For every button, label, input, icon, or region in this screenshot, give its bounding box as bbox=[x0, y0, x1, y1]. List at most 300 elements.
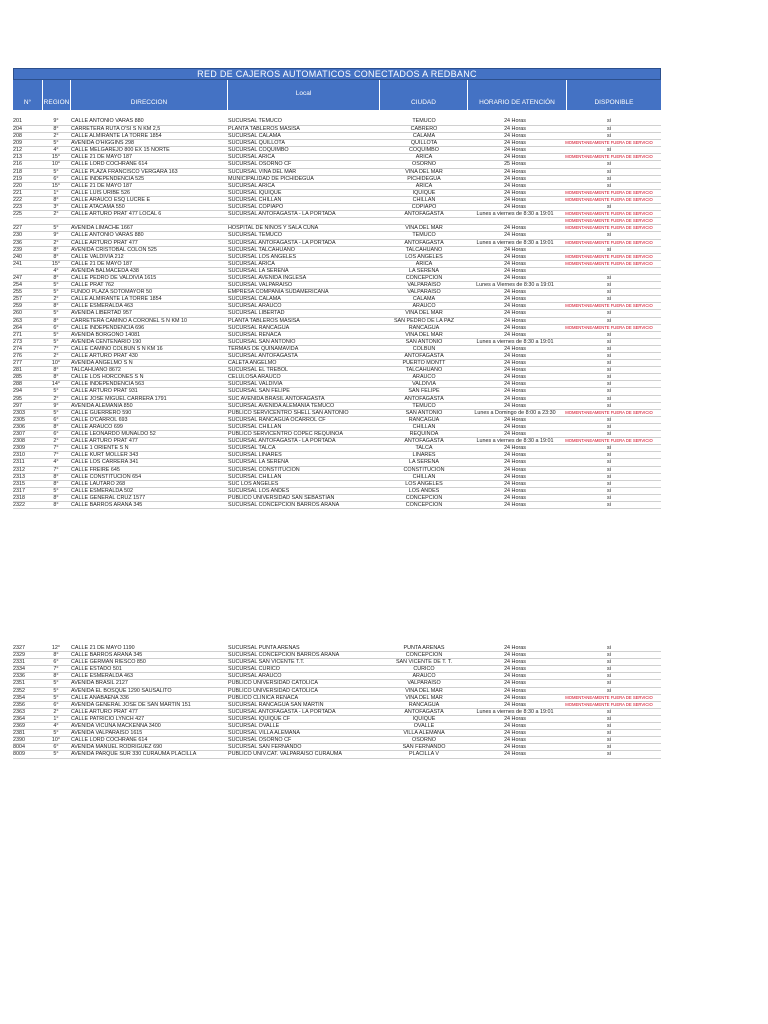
row-horario: 24 Horas bbox=[504, 723, 526, 730]
row-number: 201 bbox=[13, 118, 22, 124]
row-horario: 24 Horas bbox=[504, 487, 526, 494]
row-region: 5° bbox=[53, 409, 59, 416]
row-ciudad: OSORNO bbox=[412, 161, 436, 168]
row-region: 8° bbox=[53, 246, 59, 253]
row-number: 222 bbox=[13, 196, 22, 203]
row-number: 2329 bbox=[13, 652, 25, 659]
row-region: 6° bbox=[53, 324, 59, 331]
table-row bbox=[13, 431, 661, 438]
table-row bbox=[13, 303, 661, 310]
row-direccion: CALLE JOSE MIGUEL CARRERA 1791 bbox=[71, 395, 167, 402]
row-direccion: CALLE VALDIVIA 212 bbox=[71, 253, 124, 260]
row-local: SUCURSAL LOS ANDES bbox=[228, 487, 290, 494]
row-direccion: AVENIDA CRISTOBAL COLON 525 bbox=[71, 246, 157, 253]
row-number: 2310 bbox=[13, 452, 25, 459]
row-region: 5° bbox=[53, 487, 59, 494]
row-number: 2317 bbox=[13, 487, 25, 494]
table-row bbox=[13, 645, 661, 652]
row-local: EMPRESA COMPAÑIA SUDAMERICANA bbox=[228, 289, 329, 296]
row-disponible: si bbox=[607, 715, 611, 722]
row-local: SUCURSAL COPIAPO bbox=[228, 204, 284, 211]
row-horario: 24 Horas bbox=[504, 133, 526, 140]
row-region: 8° bbox=[53, 196, 59, 203]
row-disponible: MOMENTANEAMENTE FUERA DE SERVICIO bbox=[565, 694, 653, 700]
row-direccion: CALLE ALMIRANTE LA TORRE 1854 bbox=[71, 133, 162, 140]
row-number: 2318 bbox=[13, 494, 25, 501]
row-ciudad: LA SERENA bbox=[409, 267, 439, 274]
row-number: 297 bbox=[13, 402, 22, 409]
row-horario: 24 Horas bbox=[504, 452, 526, 459]
row-ciudad: CONCEPCION bbox=[405, 494, 443, 501]
row-number: 240 bbox=[13, 253, 22, 260]
row-number: 223 bbox=[13, 204, 22, 211]
row-horario: 24 Horas bbox=[504, 274, 526, 281]
row-horario: 24 Horas bbox=[504, 168, 526, 175]
row-disponible: si bbox=[607, 452, 611, 459]
table-row bbox=[13, 154, 661, 161]
row-direccion: AVENIDA LIMACHE 1667 bbox=[71, 225, 133, 232]
row-horario: Lunes a Viernes de 8:30 a 19:01 bbox=[476, 282, 554, 289]
row-direccion: CALLE FREIRE 645 bbox=[71, 466, 120, 473]
table-row bbox=[13, 296, 661, 303]
row-horario: Lunes a viernes de 8:30 a 19:01 bbox=[476, 239, 554, 246]
row-local: SUCURSAL AVENIDA INGLESA bbox=[228, 274, 307, 281]
row-region: 2° bbox=[53, 438, 59, 445]
row-region: 9° bbox=[53, 402, 59, 409]
row-disponible: si bbox=[607, 296, 611, 303]
row-disponible: si bbox=[607, 723, 611, 730]
row-horario: 24 Horas bbox=[504, 501, 526, 508]
row-horario: 24 Horas bbox=[504, 730, 526, 737]
row-region: 5° bbox=[53, 694, 59, 701]
row-region: 5° bbox=[53, 680, 59, 687]
table-row bbox=[13, 332, 661, 339]
table-row bbox=[13, 169, 661, 176]
row-horario: 24 Horas bbox=[504, 416, 526, 423]
row-direccion: CALLE 21 DE MAYO 187 bbox=[71, 182, 133, 189]
row-disponible: si bbox=[607, 118, 611, 124]
table-row bbox=[13, 339, 661, 346]
row-local: PUBLICO UNIVERSIDAD CATOLICA bbox=[228, 680, 318, 687]
row-horario: 24 Horas bbox=[504, 666, 526, 673]
row-horario: 24 Horas bbox=[504, 459, 526, 466]
row-disponible: si bbox=[607, 645, 611, 651]
row-horario: 24 Horas bbox=[504, 494, 526, 501]
row-horario: 24 Horas bbox=[504, 701, 526, 708]
table-row bbox=[13, 275, 661, 282]
row-horario: 25 Horas bbox=[504, 161, 526, 168]
row-horario: 24 Horas bbox=[504, 345, 526, 352]
row-horario: 24 Horas bbox=[504, 267, 526, 274]
row-horario: 24 Horas bbox=[504, 317, 526, 324]
row-horario: 24 Horas bbox=[504, 367, 526, 374]
row-number: 277 bbox=[13, 360, 22, 367]
row-region: 5° bbox=[53, 289, 59, 296]
row-ciudad: COLBUN bbox=[412, 345, 436, 352]
row-local: SUCURSAL ARICA bbox=[228, 260, 275, 267]
row-disponible: si bbox=[607, 673, 611, 680]
row-disponible: MOMENTANEAMENTE FUERA DE SERVICIO bbox=[565, 154, 653, 160]
row-horario: 24 Horas bbox=[504, 253, 526, 260]
row-local: SUCURSAL ANTOFAGASTA - LA PORTADA bbox=[228, 438, 336, 445]
row-local: PUBLICO UNIV.CAT. VALPARAISO CURAUMA bbox=[228, 751, 342, 758]
row-direccion: AVENIDA MANUEL RODRIGUEZ 690 bbox=[71, 744, 163, 751]
row-number: 204 bbox=[13, 126, 22, 132]
row-ciudad: VILLA ALEMANA bbox=[403, 730, 445, 737]
row-number: 247 bbox=[13, 274, 22, 281]
row-region: 2° bbox=[53, 353, 59, 359]
row-horario: 24 Horas bbox=[504, 423, 526, 430]
row-direccion: AVENIDA GENERAL JOSE DE SAN MARTIN 151 bbox=[71, 701, 191, 708]
row-region: 2° bbox=[53, 211, 59, 218]
table-row bbox=[13, 459, 661, 466]
row-direccion: CALLE ESTADO 501 bbox=[71, 666, 122, 673]
row-local: PUBLICO SERVICENTRO COPEC REQUINOA bbox=[228, 431, 343, 438]
row-direccion: CALLE PRAT 762 bbox=[71, 282, 114, 289]
row-ciudad: SAN ANTONIO bbox=[405, 409, 443, 416]
row-ciudad: ARAUCO bbox=[412, 374, 436, 381]
row-number: 288 bbox=[13, 381, 22, 388]
table-row bbox=[13, 232, 661, 239]
row-number: 236 bbox=[13, 239, 22, 246]
row-number: 2315 bbox=[13, 480, 25, 487]
row-local: SUCURSAL LINARES bbox=[228, 452, 282, 459]
row-direccion: CALLE CAMINO COLBUN S N KM 16 bbox=[71, 345, 163, 352]
row-region: 4° bbox=[53, 267, 59, 274]
table-row bbox=[13, 709, 661, 716]
row-direccion: CALLE MELGAREJO 800 EX 15 NORTE bbox=[71, 147, 170, 154]
row-disponible: si bbox=[607, 466, 611, 473]
row-horario: 24 Horas bbox=[504, 310, 526, 317]
row-direccion: CARRETERA CAMINO A CORONEL S N KM 10 bbox=[71, 317, 188, 324]
row-direccion: CALLE ANABAENA 336 bbox=[71, 694, 129, 701]
row-disponible: si bbox=[607, 487, 611, 494]
row-number: 276 bbox=[13, 353, 22, 359]
table-row bbox=[13, 197, 661, 204]
row-number: 241 bbox=[13, 260, 22, 267]
row-local: PUBLICO SERVICENTRO SHELL SAN ANTONIO bbox=[228, 409, 349, 416]
row-horario: 24 Horas bbox=[504, 687, 526, 694]
atm-table-bottom bbox=[13, 645, 661, 759]
row-local: CELULOSA ARAUCO bbox=[228, 374, 281, 381]
row-disponible: si bbox=[607, 388, 611, 395]
row-direccion: CALLE INDEPENDENCIA 525 bbox=[71, 175, 145, 182]
row-region: 15° bbox=[51, 154, 61, 161]
row-local: SUCURSAL VALPARAISO bbox=[228, 282, 293, 289]
row-horario: 24 Horas bbox=[504, 466, 526, 473]
row-disponible: si bbox=[607, 175, 611, 182]
row-horario: 24 Horas bbox=[504, 645, 526, 651]
row-ciudad: LA SERENA bbox=[409, 459, 439, 466]
row-region: 9° bbox=[53, 118, 59, 124]
row-horario: 24 Horas bbox=[504, 175, 526, 182]
row-local: SUCURSAL VALDIVIA bbox=[228, 381, 283, 388]
row-local: SUCURSAL PUNTA ARENAS bbox=[228, 645, 300, 651]
row-disponible: si bbox=[607, 168, 611, 175]
row-disponible: MOMENTANEAMENTE FUERA DE SERVICIO bbox=[565, 253, 653, 259]
row-number: 2312 bbox=[13, 466, 25, 473]
row-region: 5° bbox=[53, 168, 59, 175]
row-region: 4° bbox=[53, 723, 59, 730]
row-horario: 24 Horas bbox=[504, 303, 526, 310]
row-horario: 24 Horas bbox=[504, 480, 526, 487]
row-region: 4° bbox=[53, 147, 59, 154]
row-local: SUCURSAL LOS ANGELES bbox=[228, 253, 297, 260]
row-ciudad: SAN FELIPE bbox=[408, 388, 440, 395]
row-local: PUBLICO UNIVERSIDAD CATOLICA bbox=[228, 687, 318, 694]
row-direccion: CALLE ARAUCO 699 bbox=[71, 423, 123, 430]
row-region: 2° bbox=[53, 296, 59, 303]
row-region: 8° bbox=[53, 374, 59, 381]
table-row bbox=[13, 737, 661, 744]
table-row bbox=[13, 417, 661, 424]
row-ciudad: TALCAHUANO bbox=[405, 246, 443, 253]
row-disponible: si bbox=[607, 416, 611, 423]
row-local: SUCURSAL ANTOFAGASTA - LA PORTADA bbox=[228, 239, 336, 246]
table-row bbox=[13, 282, 661, 289]
row-ciudad: ARAUCO bbox=[412, 303, 436, 310]
row-region: 6° bbox=[53, 416, 59, 423]
row-horario: 24 Horas bbox=[504, 659, 526, 666]
row-ciudad: IQUIQUE bbox=[412, 189, 436, 196]
row-region: 5° bbox=[53, 331, 59, 338]
table-row bbox=[13, 702, 661, 709]
row-direccion: AVENIDA VALPARAISO 1615 bbox=[71, 730, 143, 737]
row-disponible: si bbox=[607, 501, 611, 508]
row-ciudad: LOS ANGELES bbox=[405, 253, 443, 260]
table-row bbox=[13, 140, 661, 147]
table-row bbox=[13, 161, 661, 168]
row-direccion: CALLE GERMAN RIESCO 850 bbox=[71, 659, 146, 666]
row-horario: 24 Horas bbox=[504, 374, 526, 381]
row-horario: 24 Horas bbox=[504, 694, 526, 701]
row-ciudad: VIÑA DEL MAR bbox=[405, 694, 443, 701]
row-local: MUNICIPALIDAD DE PICHIDEGUA bbox=[228, 175, 314, 182]
row-disponible: si bbox=[607, 338, 611, 345]
row-number: 209 bbox=[13, 140, 22, 147]
row-direccion: CALLE ARTURO PRAT 477 bbox=[71, 708, 138, 715]
row-ciudad: ANTOFAGASTA bbox=[404, 438, 444, 445]
row-horario: 24 Horas bbox=[504, 353, 526, 359]
row-ciudad: TEMUCO bbox=[412, 118, 436, 124]
row-horario: 24 Horas bbox=[504, 744, 526, 751]
row-local: SUCURSAL QUILLOTA bbox=[228, 140, 285, 147]
row-direccion: CALLE 1 ORIENTE S N bbox=[71, 445, 129, 452]
table-row bbox=[13, 396, 661, 403]
row-ciudad: COQUIMBO bbox=[409, 147, 439, 154]
row-direccion: CALLE CONSTITUCION 654 bbox=[71, 473, 142, 480]
row-number: 2331 bbox=[13, 659, 25, 666]
row-number: 2354 bbox=[13, 694, 25, 701]
table-row bbox=[13, 211, 661, 218]
row-region: 7° bbox=[53, 345, 59, 352]
row-ciudad: PUERTO MONTT bbox=[402, 360, 446, 367]
row-region: 7° bbox=[53, 466, 59, 473]
row-horario: 24 Horas bbox=[504, 118, 526, 124]
table-row bbox=[13, 695, 661, 702]
table-row bbox=[13, 318, 661, 325]
row-number: 221 bbox=[13, 189, 22, 196]
row-local: SUC LOS ANGELES bbox=[228, 480, 279, 487]
row-direccion: AVENIDA BORGOÑO 14081 bbox=[71, 331, 141, 338]
row-number: 212 bbox=[13, 147, 22, 154]
row-local: SUCURSAL SAN ANTONIO bbox=[228, 338, 296, 345]
row-ciudad: ANTOFAGASTA bbox=[404, 353, 444, 359]
row-horario: 24 Horas bbox=[504, 225, 526, 232]
row-direccion: CALLE ESMERALDA 463 bbox=[71, 673, 134, 680]
row-number: 260 bbox=[13, 310, 22, 317]
row-disponible: si bbox=[607, 445, 611, 452]
row-direccion: CALLE ARTURO PRAT 931 bbox=[71, 388, 138, 395]
row-ciudad: PLACILLA V bbox=[409, 751, 439, 758]
row-ciudad: LOS ANDES bbox=[408, 487, 440, 494]
row-region: 2° bbox=[53, 239, 59, 246]
header-region: REGION bbox=[43, 80, 71, 110]
row-ciudad: ANTOFAGASTA bbox=[404, 239, 444, 246]
row-number: 263 bbox=[13, 317, 22, 324]
row-ciudad: VALDIVIA bbox=[412, 381, 436, 388]
row-disponible: si bbox=[607, 310, 611, 317]
row-direccion: CALLE LORD COCHRANE 614 bbox=[71, 737, 148, 744]
row-disponible: si bbox=[607, 182, 611, 189]
table-row bbox=[13, 190, 661, 197]
row-ciudad: VIÑA DEL MAR bbox=[405, 168, 443, 175]
row-horario: Lunes a viernes de 8:30 a 19:01 bbox=[476, 211, 554, 218]
row-ciudad: CONCEPCION bbox=[405, 652, 443, 659]
row-horario: 24 Horas bbox=[504, 189, 526, 196]
row-direccion: CALLE GUERRERO 590 bbox=[71, 409, 132, 416]
row-disponible: MOMENTANEAMENTE FUERA DE SERVICIO bbox=[565, 196, 653, 202]
table-row bbox=[13, 261, 661, 268]
row-ciudad: VIÑA DEL MAR bbox=[405, 687, 443, 694]
table-row bbox=[13, 310, 661, 317]
row-ciudad: VALPARAISO bbox=[407, 282, 441, 289]
row-disponible: si bbox=[607, 402, 611, 409]
row-local: SUCURSAL ARICA bbox=[228, 182, 275, 189]
table-row bbox=[13, 716, 661, 723]
row-number: 294 bbox=[13, 388, 22, 395]
row-local: PLANTA TABLEROS MASISA bbox=[228, 126, 300, 132]
row-number: 295 bbox=[13, 395, 22, 402]
row-direccion: CALLE 21 DE MAYO 1190 bbox=[71, 645, 135, 651]
row-ciudad: ANTOFAGASTA bbox=[404, 211, 444, 218]
row-direccion: AVENIDA ALEMANIA 850 bbox=[71, 402, 133, 409]
row-direccion: TALCAHUANO 8672 bbox=[71, 367, 121, 374]
row-disponible: si bbox=[607, 680, 611, 687]
row-ciudad: CONSTITUCION bbox=[403, 466, 445, 473]
table-row bbox=[13, 367, 661, 374]
row-direccion: CALLE KURT MOLLER 343 bbox=[71, 452, 139, 459]
row-disponible: si bbox=[607, 360, 611, 367]
row-horario: 24 Horas bbox=[504, 473, 526, 480]
table-row bbox=[13, 225, 661, 232]
row-number: 2307 bbox=[13, 431, 25, 438]
row-local: SUCURSAL CALAMA bbox=[228, 133, 281, 140]
row-local: SUCURSAL OSORNO CF bbox=[228, 737, 292, 744]
row-local: SUCURSAL CALAMA bbox=[228, 296, 281, 303]
row-number: 264 bbox=[13, 324, 22, 331]
row-ciudad: OVALLE bbox=[413, 723, 435, 730]
row-ciudad: CURICO bbox=[413, 666, 435, 673]
row-ciudad: CABRERO bbox=[410, 126, 438, 132]
row-number: 2311 bbox=[13, 459, 25, 466]
table-row bbox=[13, 204, 661, 211]
row-local: SUCURSAL EL TREBOL bbox=[228, 367, 289, 374]
row-ciudad: REQUINOA bbox=[409, 431, 439, 438]
row-disponible: si bbox=[607, 659, 611, 666]
table-row bbox=[13, 488, 661, 495]
row-horario: 24 Horas bbox=[504, 182, 526, 189]
row-region: 5° bbox=[53, 388, 59, 395]
row-region: 5° bbox=[53, 338, 59, 345]
table-row bbox=[13, 659, 661, 666]
row-local: SUCURSAL CONCEPCION BARROS ARANA bbox=[228, 652, 340, 659]
row-direccion: CALLE PEDRO DE VALDIVIA 1615 bbox=[71, 274, 157, 281]
row-disponible: si bbox=[607, 345, 611, 352]
row-disponible: MOMENTANEAMENTE FUERA DE SERVICIO bbox=[565, 218, 653, 224]
row-region: 9° bbox=[53, 232, 59, 239]
row-disponible: si bbox=[607, 730, 611, 737]
row-number: 2364 bbox=[13, 715, 25, 722]
row-ciudad: ARAUCO bbox=[412, 673, 436, 680]
row-number: 2352 bbox=[13, 687, 25, 694]
row-horario: 24 Horas bbox=[504, 680, 526, 687]
row-local: PLANTA TABLEROS MASISA bbox=[228, 317, 300, 324]
row-number: 255 bbox=[13, 289, 22, 296]
row-region: 5° bbox=[53, 751, 59, 758]
row-ciudad: SAN FERNANDO bbox=[402, 744, 446, 751]
row-region: 8° bbox=[53, 473, 59, 480]
row-local: SUCURSAL TEMUCO bbox=[228, 232, 282, 239]
row-disponible: si bbox=[607, 494, 611, 501]
table-row bbox=[13, 666, 661, 673]
table-row bbox=[13, 360, 661, 367]
row-region: 7° bbox=[53, 666, 59, 673]
table-row bbox=[13, 388, 661, 395]
row-ciudad: ARICA bbox=[415, 154, 433, 161]
table-row bbox=[13, 381, 661, 388]
row-direccion: CALLE PLAZA FRANCISCO VERGARA 163 bbox=[71, 168, 178, 175]
row-disponible: si bbox=[607, 274, 611, 281]
row-number: 2356 bbox=[13, 701, 25, 708]
row-disponible: si bbox=[607, 374, 611, 381]
row-direccion: CALLE LEONARDO MUÑALDO 52 bbox=[71, 431, 156, 438]
table-row bbox=[13, 147, 661, 154]
row-number: 2334 bbox=[13, 666, 25, 673]
row-ciudad: TEMUCO bbox=[412, 402, 436, 409]
table-row bbox=[13, 374, 661, 381]
table-row bbox=[13, 289, 661, 296]
table-row bbox=[13, 403, 661, 410]
row-direccion: CALLE ARAUCO ESQ LUCRE E bbox=[71, 196, 151, 203]
row-ciudad: CHILLAN bbox=[412, 423, 436, 430]
table-row bbox=[13, 730, 661, 737]
header-horario: HORARIO DE ATENCIÓN bbox=[468, 80, 567, 110]
row-number: 2313 bbox=[13, 473, 25, 480]
row-ciudad: CONCEPCION bbox=[405, 274, 443, 281]
row-ciudad: TALCA bbox=[415, 445, 433, 452]
row-horario: Lunes a viernes de 8:30 a 19:01 bbox=[476, 338, 554, 345]
row-horario: 24 Horas bbox=[504, 126, 526, 132]
table-row bbox=[13, 744, 661, 751]
row-region: 10° bbox=[51, 161, 61, 168]
row-region: 6° bbox=[53, 175, 59, 182]
row-direccion: AVENIDA EL BOSQUE 1290 SAUSALITO bbox=[71, 687, 172, 694]
row-direccion: AVENIDA LIBERTAD 957 bbox=[71, 310, 132, 317]
row-ciudad: VIÑA DEL MAR bbox=[405, 225, 443, 232]
row-ciudad: RANCAGUA bbox=[408, 324, 440, 331]
row-local: SUCURSAL LA SERENA bbox=[228, 459, 289, 466]
